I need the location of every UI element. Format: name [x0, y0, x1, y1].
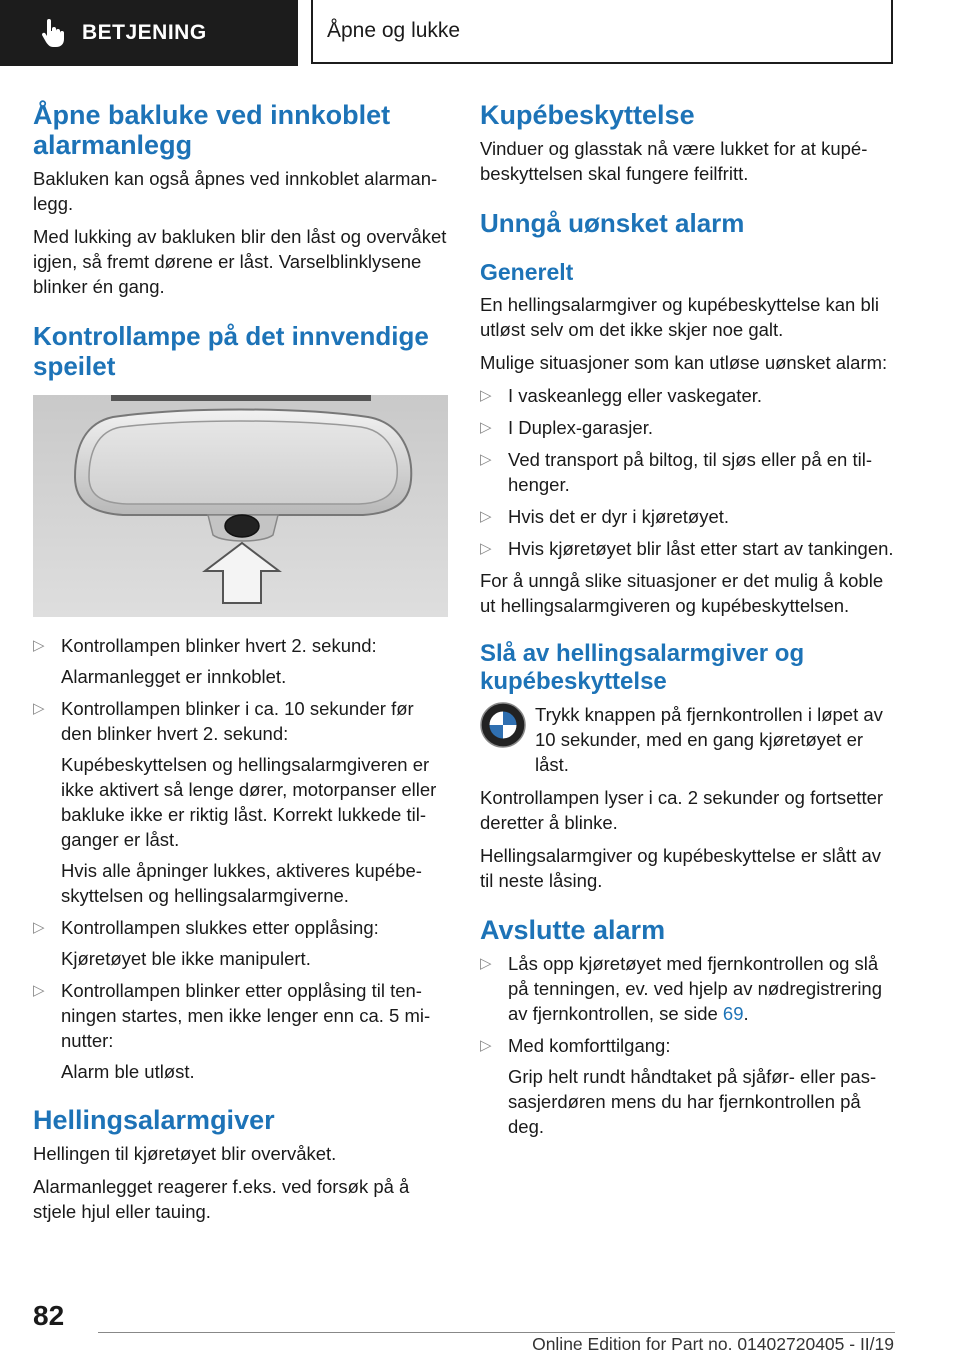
paragraph: For å unngå slike situasjoner er det mulig å koble ut hellingsalarmgiveren og kupébeskyttelsen.	[480, 570, 884, 616]
indicator-list	[33, 633, 448, 1084]
paragraph: Hellingsalarmgiver og kupébeskyttelse er slått av til neste låsing.	[480, 845, 882, 891]
paragraph: Alarmanlegget reagerer f.eks. ved forsøk på å stjele hjul eller tauing.	[33, 1176, 410, 1222]
list-item: ▷ Kontrollampen blinker hvert 2. sekund: Alarmanlegget er innkoblet.	[33, 635, 377, 687]
bmw-logo-icon	[480, 702, 526, 748]
paragraph: Hellingen til kjøretøyet blir overvåket.	[33, 1143, 337, 1164]
list-item: ▷ Kontrollampen blinker i ca. 10 sekunder før den blinker hvert 2. sekund: Kupébeskyttelsen og hellingsalarmgiveren er ikke aktivert så lenge dører, motorpanser eller bakluke ikke er riktig låst. Korrekt lukkede tilganger er låst. Hvis alle åpninger lukkes, aktiveres kupébeskyttelsen og hellingsalarmgiverne.	[33, 698, 437, 906]
section-label: BETJENING	[82, 21, 207, 44]
bullet-triangle-icon: ▷	[480, 508, 492, 525]
paragraph: Kontrollampen lyser i ca. 2 sekunder og fortsetter deretter å blinke.	[480, 787, 884, 833]
paragraph: En hellingsalarmgiver og kupébeskyttelse kan bli utløst selv om det ikke skjer noe galt.	[480, 294, 879, 340]
bullet-triangle-icon: ▷	[33, 700, 45, 717]
edition-text: Online Edition for Part no. 01402720405 - II/19	[532, 1334, 894, 1354]
bullet-triangle-icon: ▷	[480, 955, 492, 972]
list-item: ▷ Hvis det er dyr i kjøretøyet.	[480, 506, 730, 527]
paragraph: Trykk knappen på fjernkontrollen i løpet av 10 sekunder, med en gang kjøretøyet er låst.	[535, 704, 883, 775]
list-item: ▷ Kontrollampen blinker etter opplåsing til tenningen startes, men ikke lenger enn ca. 5 minutter: Alarm ble utløst.	[33, 980, 431, 1082]
bullet-triangle-icon: ▷	[480, 451, 492, 468]
footer-divider	[98, 1332, 895, 1333]
list-item: ▷ Kontrollampen slukkes etter opplåsing: Kjøretøyet ble ikke manipulert.	[33, 917, 379, 969]
left-column	[33, 100, 448, 1232]
page-link[interactable]: 69	[722, 1003, 744, 1024]
page-number: 82	[33, 1300, 65, 1331]
heading-tilt-alarm: Hellingsalarmgiver	[33, 1105, 275, 1135]
heading-interior-protection: Kupébeskyttelse	[480, 100, 695, 130]
list-item: ▷ Ved transport på biltog, til sjøs eller på en tilhenger.	[480, 449, 873, 495]
heading-open-tailgate: Åpne bakluke ved innkoblet alarmanlegg	[33, 100, 391, 160]
stop-alarm-list	[480, 951, 895, 1139]
bullet-triangle-icon: ▷	[480, 1037, 492, 1054]
paragraph: Mulige situasjoner som kan utløse uønsket alarm:	[480, 352, 888, 373]
heading-disable-alarms: Slå av hellingsalarmgiver og kupébeskyttelse	[480, 640, 805, 695]
chapter-tab	[311, 0, 893, 64]
list-item: ▷ Hvis kjøretøyet blir låst etter start av tankingen.	[480, 538, 894, 559]
list-item: ▷ Med komforttilgang: Grip helt rundt håndtaket på sjåfør- eller passasjerdøren mens du har fjernkontrollen på deg.	[480, 1035, 877, 1137]
heading-indicator-lamp: Kontrollampe på det innvendige speilet	[33, 321, 429, 381]
right-column	[480, 100, 895, 1146]
section-tab	[0, 0, 298, 66]
paragraph: Med lukking av bakluken blir den låst og overvåket igjen, så fremt dørene er låst. Varselblinklysene blinker én gang.	[33, 226, 447, 297]
heading-general: Generelt	[480, 259, 574, 285]
bullet-triangle-icon: ▷	[33, 982, 45, 999]
chapter-label: Åpne og lukke	[327, 19, 461, 42]
pointing-hand-icon	[38, 18, 68, 48]
bullet-triangle-icon: ▷	[33, 637, 45, 654]
bullet-triangle-icon: ▷	[33, 919, 45, 936]
bullet-triangle-icon: ▷	[480, 540, 492, 557]
rearview-mirror-image	[33, 395, 448, 617]
bullet-triangle-icon: ▷	[480, 419, 492, 436]
heading-avoid-alarm: Unngå uønsket alarm	[480, 208, 745, 238]
list-item: ▷ Lås opp kjøretøyet med fjernkontrollen og slå på tenningen, ev. ved hjelp av nødregistrering av fjernkontrollen, se side 69.	[480, 953, 883, 1024]
list-item: ▷ I vaskeanlegg eller vaskegater.	[480, 385, 763, 406]
heading-stop-alarm: Avslutte alarm	[480, 915, 666, 945]
remote-instruction	[480, 702, 895, 777]
list-item: ▷ I Duplex-garasjer.	[480, 417, 653, 438]
bullet-triangle-icon: ▷	[480, 387, 492, 404]
paragraph: Vinduer og glasstak nå være lukket for at kupébeskyttelsen skal fungere feilfritt.	[480, 138, 868, 184]
situations-list	[480, 383, 895, 561]
paragraph: Bakluken kan også åpnes ved innkoblet alarmanlegg.	[33, 168, 438, 214]
